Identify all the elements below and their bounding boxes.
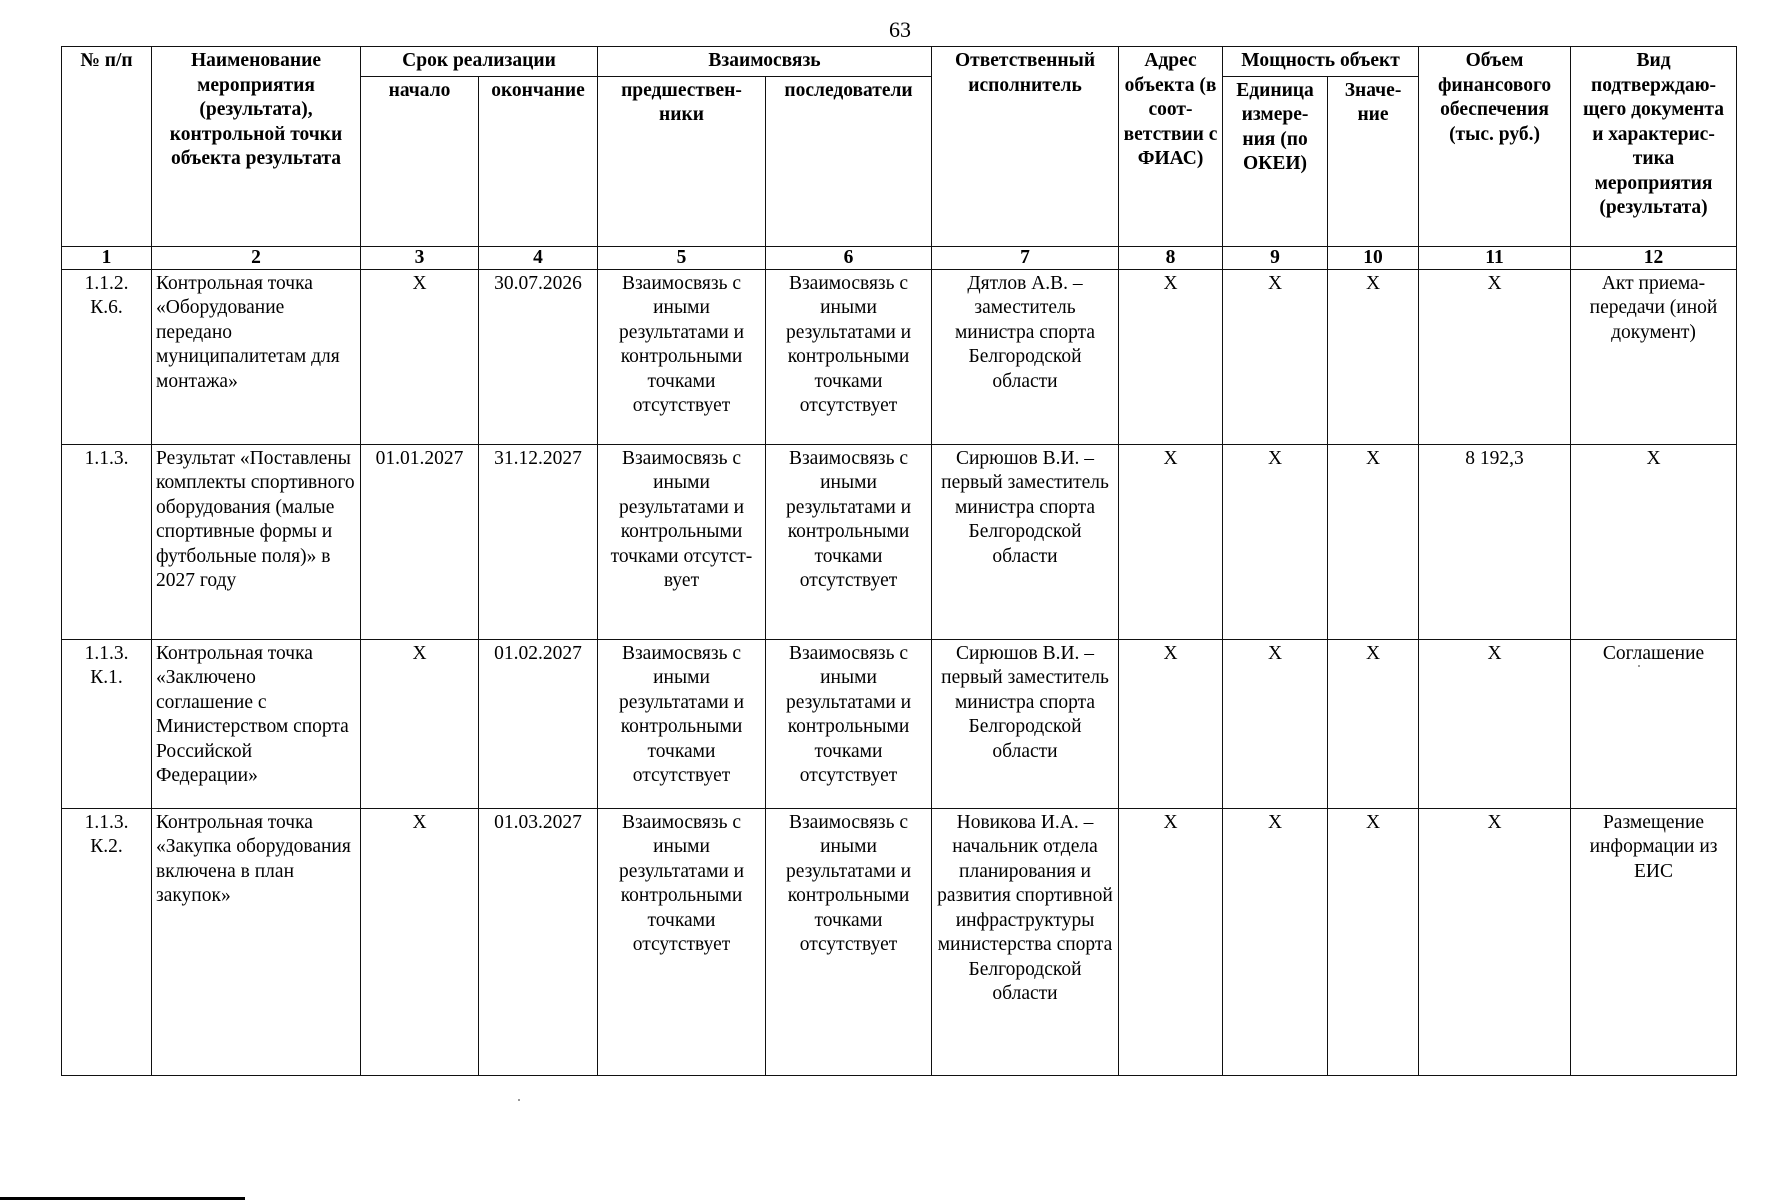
cell-name: Результат «Поставлены комплекты спортивного оборудования (малые спортивные формы и футбольные поля)» в 2027 году: [152, 444, 361, 639]
cell-doc: Соглашение: [1571, 639, 1737, 808]
cell-finance: 8 192,3: [1419, 444, 1571, 639]
cell-value: X: [1328, 269, 1419, 444]
header-finance: Объем финансового обеспечения (тыс. руб.): [1419, 47, 1571, 247]
cell-num: 1.1.3. К.2.: [62, 808, 152, 1075]
cell-finance: X: [1419, 269, 1571, 444]
cell-num: 1.1.3.: [62, 444, 152, 639]
column-number: 9: [1223, 246, 1328, 269]
header-period: Срок реализации: [361, 47, 598, 77]
cell-address: X: [1119, 639, 1223, 808]
cell-doc: X: [1571, 444, 1737, 639]
cell-value: X: [1328, 639, 1419, 808]
table-row: [62, 639, 1737, 808]
cell-responsible: Новикова И.А. – начальник отдела планирования и развития спортивной инфраструктуры министерства спорта Белгородской области: [932, 808, 1119, 1075]
cell-responsible: Сирюшов В.И. – первый заместитель министра спорта Белгородской области: [932, 444, 1119, 639]
column-number: 6: [766, 246, 932, 269]
header-address: Адрес объекта (в соот-ветствии с ФИАС): [1119, 47, 1223, 247]
cell-name: Контрольная точка «Оборудование передано муниципалитетам для монтажа»: [152, 269, 361, 444]
header-predecessors: предшествен-ники: [598, 76, 766, 246]
header-link: Взаимосвязь: [598, 47, 932, 77]
cell-successors: Взаимосвязь с иными результатами и контрольными точками отсутствует: [766, 444, 932, 639]
cell-value: X: [1328, 808, 1419, 1075]
cell-start: X: [361, 639, 479, 808]
header-row-1: [62, 47, 1737, 77]
header-unit: Единица измере-ния (по ОКЕИ): [1223, 76, 1328, 246]
cell-successors: Взаимосвязь с иными результатами и контрольными точками отсутствует: [766, 639, 932, 808]
cell-start: X: [361, 269, 479, 444]
cell-end: 01.02.2027: [479, 639, 598, 808]
cell-end: 30.07.2026: [479, 269, 598, 444]
cell-doc: Размещение информации из ЕИС: [1571, 808, 1737, 1075]
column-number: 5: [598, 246, 766, 269]
column-number: 11: [1419, 246, 1571, 269]
header-capacity: Мощность объект: [1223, 47, 1419, 77]
column-number: 1: [62, 246, 152, 269]
plan-table: [61, 46, 1737, 1076]
table-row: [62, 808, 1737, 1075]
cell-end: 31.12.2027: [479, 444, 598, 639]
cell-value: X: [1328, 444, 1419, 639]
cell-successors: Взаимосвязь с иными результатами и контрольными точками отсутствует: [766, 808, 932, 1075]
cell-name: Контрольная точка «Закупка оборудования включена в план закупок»: [152, 808, 361, 1075]
column-number: 2: [152, 246, 361, 269]
cell-unit: X: [1223, 639, 1328, 808]
cell-finance: X: [1419, 808, 1571, 1075]
cell-doc: Акт приема-передачи (иной документ): [1571, 269, 1737, 444]
column-number: 8: [1119, 246, 1223, 269]
column-number: 12: [1571, 246, 1737, 269]
header-value: Значе-ние: [1328, 76, 1419, 246]
cell-num: 1.1.2. К.6.: [62, 269, 152, 444]
header-successors: последователи: [766, 76, 932, 246]
cell-finance: X: [1419, 639, 1571, 808]
header-end: окончание: [479, 76, 598, 246]
header-num: № п/п: [62, 47, 152, 247]
cell-predecessors: Взаимосвязь с иными результатами и контрольными точками отсутствует: [598, 639, 766, 808]
table-row: [62, 269, 1737, 444]
cell-address: X: [1119, 808, 1223, 1075]
cell-responsible: Сирюшов В.И. – первый заместитель министра спорта Белгородской области: [932, 639, 1119, 808]
cell-start: 01.01.2027: [361, 444, 479, 639]
header-name: Наименование мероприятия (результата), контрольной точки объекта результата: [152, 47, 361, 247]
header-doc: Вид подтверждаю-щего документа и характерис-тика мероприятия (результата): [1571, 47, 1737, 247]
column-numbers-row: [62, 246, 1737, 269]
scan-speck: [1638, 665, 1640, 667]
cell-num: 1.1.3. К.1.: [62, 639, 152, 808]
scan-speck: [518, 1099, 520, 1101]
cell-address: X: [1119, 444, 1223, 639]
table-row: [62, 444, 1737, 639]
cell-predecessors: Взаимосвязь с иными результатами и контрольными точками отсутст-вует: [598, 444, 766, 639]
cell-end: 01.03.2027: [479, 808, 598, 1075]
cell-successors: Взаимосвязь с иными результатами и контрольными точками отсутствует: [766, 269, 932, 444]
cell-unit: X: [1223, 269, 1328, 444]
header-start: начало: [361, 76, 479, 246]
cell-unit: X: [1223, 444, 1328, 639]
column-number: 7: [932, 246, 1119, 269]
cell-predecessors: Взаимосвязь с иными результатами и контрольными точками отсутствует: [598, 269, 766, 444]
column-number: 4: [479, 246, 598, 269]
cell-address: X: [1119, 269, 1223, 444]
column-number: 10: [1328, 246, 1419, 269]
cell-predecessors: Взаимосвязь с иными результатами и контрольными точками отсутствует: [598, 808, 766, 1075]
cell-name: Контрольная точка «Заключено соглашение с Министерством спорта Российской Федерации»: [152, 639, 361, 808]
cell-start: X: [361, 808, 479, 1075]
column-number: 3: [361, 246, 479, 269]
cell-responsible: Дятлов А.В. – заместитель министра спорта Белгородской области: [932, 269, 1119, 444]
page-number: 63: [889, 17, 911, 42]
header-responsible: Ответственный исполнитель: [932, 47, 1119, 247]
cell-unit: X: [1223, 808, 1328, 1075]
